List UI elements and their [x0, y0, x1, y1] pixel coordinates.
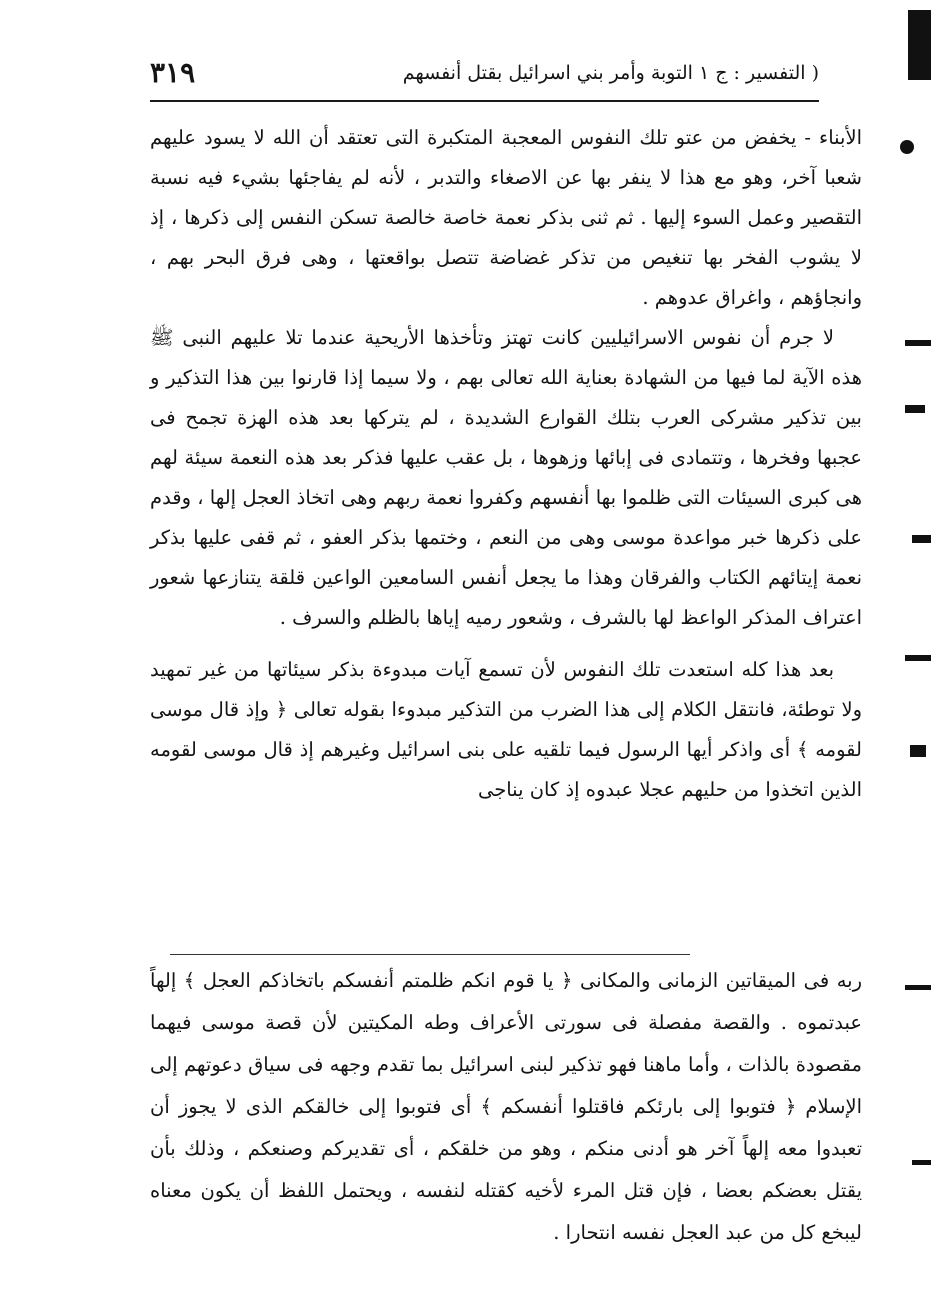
scan-artifact — [905, 405, 925, 413]
scan-artifact — [900, 140, 914, 154]
header-rule — [150, 100, 819, 102]
running-header — [150, 52, 819, 98]
paragraph: لا جرم أن نفوس الاسرائيليين كانت تهتز وتأخذها الأريحية عندما تلا عليهم النبى ﷺ هذه الآية لما فيها من الشهادة بعناية الله تعالى بهم ، ولا سيما إذا قارنوا بين هذا التذكير و بين تذكير مشركى العرب بتلك القوارع الشديدة ، لم يتركها بعد هذه الهزة تجمح فى عجبها وفخرها ، وتتمادى فى إبائها وزهوها ، بل عقب عليها فذكر بعد هذه النعمة سيئة لهم هى كبرى السيئات التى ظلموا بها أنفسهم وكفروا نعمة ربهم وهى اتخاذ العجل إلها ، وقدم على ذكرها خبر مواعدة موسى وهى من النعم ، وختمها بذكر العفو ، ثم قفى عليها بذكر نعمة إيتائهم الكتاب والفرقان وهذا ما يجعل أنفس السامعين الواعين قلقة يتنازعها شعور اعتراف المذكر الواعظ لها بالشرف ، وشعور رميه إياها بالظلم والسرف . — [150, 326, 862, 629]
scan-artifact — [905, 985, 931, 990]
scan-artifact — [912, 535, 931, 543]
scan-artifact — [908, 10, 931, 80]
scan-artifact — [912, 1160, 931, 1165]
paragraph: الأبناء - يخفض من عتو تلك النفوس المعجبة المتكبرة التى تعتقد أن الله لا يسود عليهم شعبا آخر، وهو مع هذا لا ينفر بها عن الاصغاء والتدبر ، لأنه لم يفاجئها بشيء فيه نسبة التقصير وعمل السوء إليها . ثم ثنى بذكر نعمة خاصة خالصة تسكن النفس إلى ذكرها ، إذ لا يشوب الفخر بها تنغيص من تذكر غضاضة تتصل بواقعتها ، وهى فرق البحر بهم ، وانجاؤهم ، واغراق عدوهم . — [150, 126, 862, 309]
running-title: ( التفسير : ج ١ التوبة وأمر بني اسرائيل بقتل أنفسهم — [402, 62, 819, 84]
continued-text — [150, 960, 862, 1254]
scan-artifact — [905, 655, 931, 661]
paragraph: بعد هذا كله استعدت تلك النفوس لأن تسمع آيات مبدوءة بذكر سيئاتها من غير تمهيد ولا توطئة، فانتقل الكلام إلى هذا الضرب من التذكير مبدوءا بقوله تعالى ﴿ وإذ قال موسى لقومه ﴾ أى واذكر أيها الرسول فيما تلقيه على بنى اسرائيل وغيرهم إذ قال موسى لقومه الذين اتخذوا من حليهم عجلا عبدوه إذ كان يناجى — [150, 658, 862, 801]
scan-artifact — [910, 745, 926, 757]
main-text — [150, 118, 862, 810]
paragraph: ربه فى الميقاتين الزمانى والمكانى ﴿ يا قوم انكم ظلمتم أنفسكم باتخاذكم العجل ﴾ إلهاً عبدتموه . والقصة مفصلة فى سورتى الأعراف وطه المكيتين لأن قصة موسى فيهما مقصودة بالذات ، وأما ماهنا فهو تذكير لبنى اسرائيل بما تقدم وجهه فى سياق دعوتهم إلى الإسلام ﴿ فتوبوا إلى بارئكم فاقتلوا أنفسكم ﴾ أى فتوبوا إلى خالقكم الذى لا يجوز أن تعبدوا معه إلهاً آخر هو أدنى منكم ، وهو من خلقكم ، أى تقديركم وصنعكم ، وذلك بأن يقتل بعضكم بعضا ، فإن قتل المرء لأخيه كقتله لنفسه ، ويحتمل اللفظ أن يكون معناه ليبخع كل من عبد العجل نفسه انتحارا . — [150, 969, 862, 1244]
separator-rule — [170, 954, 690, 955]
scan-artifact — [905, 340, 931, 346]
page-number: ٣١٩ — [150, 56, 196, 89]
